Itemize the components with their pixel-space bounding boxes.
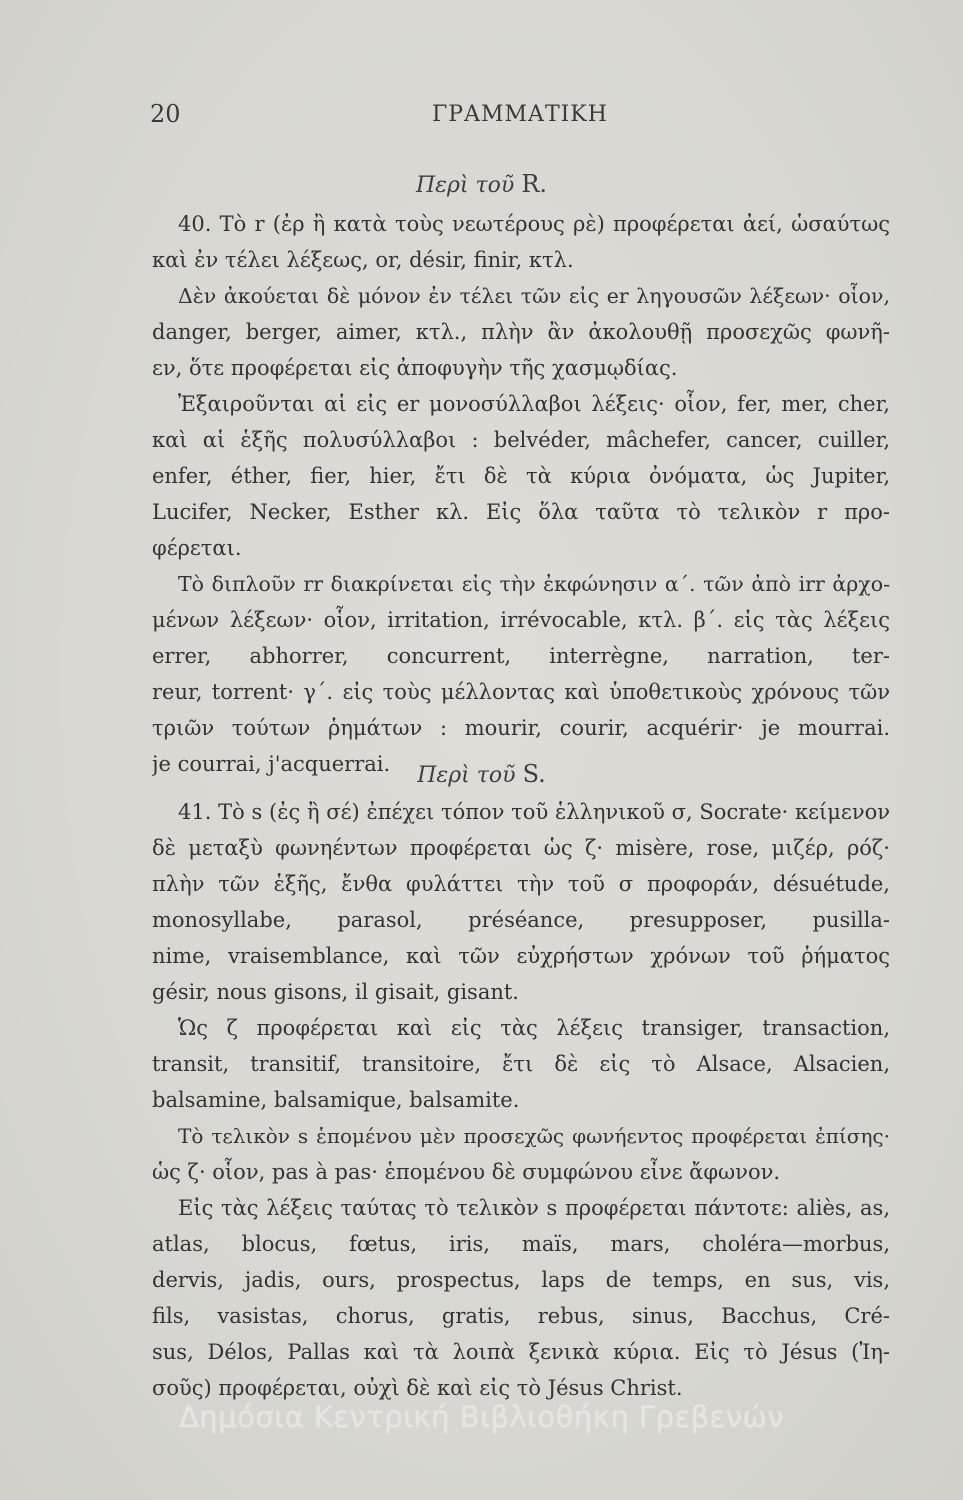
text-line: μένων λέξεων· οἷον, irritation, irrévocable, κτλ. β΄. εἰς τὰς λέξεις [152, 608, 890, 632]
text-line: sus, Délos, Pallas καὶ τὰ λοιπὰ ξενικὰ κύρια. Εἰς τὸ Jésus (Ἰη- [152, 1340, 890, 1364]
text-line: monosyllabe, parasol, préséance, presupposer, pusilla- [152, 908, 890, 932]
text-line: transit, transitif, transitoire, ἔτι δὲ εἰς τὸ Alsace, Alsacien, [152, 1052, 890, 1076]
page-header [150, 100, 890, 140]
section-title-r [0, 170, 963, 198]
text-line: φέρεται. [152, 536, 242, 560]
section-title-r-prefix: Περὶ τοῦ [415, 173, 515, 198]
text-line: balsamine, balsamique, balsamite. [152, 1088, 520, 1112]
text-line: nime, vraisemblance, καὶ τῶν εὐχρήστων χρόνων τοῦ ῥήματος [152, 944, 890, 968]
text-line: καὶ αἱ ἑξῆς πολυσύλλαβοι : belvéder, mâchefer, cancer, cuiller, [152, 428, 890, 452]
text-line: ὡς ζ· οἷον, pas à pas· ἑπομένου δὲ συμφώνου εἶνε ἄφωνον. [152, 1160, 781, 1184]
text-line: je courrai, j'acquerrai. [152, 752, 391, 776]
text-line: σοῦς) προφέρεται, οὐχὶ δὲ καὶ εἰς τὸ Jésus Christ. [152, 1376, 683, 1400]
text-line: 40. Τὸ r (ἐρ ἢ κατὰ τοὺς νεωτέρους ρὲ) προφέρεται ἀεί, ὡσαύτως [178, 212, 890, 236]
text-line: 41. Τὸ s (ἐς ἢ σέ) ἐπέχει τόπον τοῦ ἑλληνικοῦ σ, Socrate· κείμενον [178, 800, 890, 824]
text-line: καὶ ἐν τέλει λέξεως, or, désir, finir, κτλ. [152, 248, 574, 272]
running-title: ΓΡΑΜΜΑΤΙΚΗ [432, 102, 608, 127]
text-line: Τὸ τελικὸν s ἑπομένου μὲν προσεχῶς φωνήεντος προφέρεται ἐπίσης· [178, 1124, 890, 1148]
text-line: fils, vasistas, chorus, gratis, rebus, sinus, Bacchus, Cré- [152, 1304, 890, 1328]
text-line: εν, ὅτε προφέρεται εἰς ἀποφυγὴν τῆς χασμῳδίας. [152, 356, 678, 380]
text-line: dervis, jadis, ours, prospectus, laps de temps, en sus, vis, [152, 1268, 890, 1292]
text-line: δὲ μεταξὺ φωνηέντων προφέρεται ὡς ζ· misère, rose, μιζέρ, ρόζ· [152, 836, 890, 860]
text-line: danger, berger, aimer, κτλ., πλὴν ἂν ἀκολουθῇ προσεχῶς φωνῆ- [152, 320, 890, 344]
text-line: reur, torrent· γ΄. εἰς τοὺς μέλλοντας καὶ ὑποθετικοὺς χρόνους τῶν [152, 680, 890, 704]
text-line: Ἐξαιροῦνται αἱ εἰς er μονοσύλλαβοι λέξεις· οἷον, fer, mer, cher, [178, 392, 890, 416]
page-number: 20 [150, 100, 181, 128]
text-line: Lucifer, Necker, Esther κλ. Εἰς ὅλα ταῦτα τὸ τελικὸν r προ- [152, 500, 890, 524]
text-line: Δὲν ἀκούεται δὲ μόνον ἐν τέλει τῶν εἰς er ληγουσῶν λέξεων· οἷον, [178, 284, 890, 308]
section-title-r-letter: R. [521, 170, 548, 198]
text-line: Τὸ διπλοῦν rr διακρίνεται εἰς τὴν ἐκφώνησιν α΄. τῶν ἀπὸ irr ἀρχο- [178, 572, 890, 596]
section-title-s-prefix: Περὶ τοῦ [417, 763, 516, 788]
text-line: Εἰς τὰς λέξεις ταύτας τὸ τελικὸν s προφέρεται πάντοτε: aliès, as, [178, 1196, 890, 1220]
section-title-s-letter: S. [522, 760, 546, 788]
text-line: Ὡς ζ προφέρεται καὶ εἰς τὰς λέξεις transiger, transaction, [178, 1016, 890, 1040]
text-line: errer, abhorrer, concurrent, interrègne, narration, ter- [152, 644, 890, 668]
text-line: atlas, blocus, fœtus, iris, maïs, mars, choléra—morbus, [152, 1232, 890, 1256]
text-line: enfer, éther, fier, hier, ἔτι δὲ τὰ κύρια ὀνόματα, ὡς Jupiter, [152, 464, 890, 488]
library-watermark: Δημόσια Κεντρική Βιβλιοθήκη Γρεβενών [178, 1400, 785, 1434]
text-line: πλὴν τῶν ἑξῆς, ἔνθα φυλάττει τὴν τοῦ σ προφοράν, désuétude, [152, 872, 890, 896]
text-line: τριῶν τούτων ῥημάτων : mourir, courir, acquérir· je mourrai. [152, 716, 890, 740]
text-line: gésir, nous gisons, il gisait, gisant. [152, 980, 519, 1004]
section-title-s [0, 760, 963, 788]
